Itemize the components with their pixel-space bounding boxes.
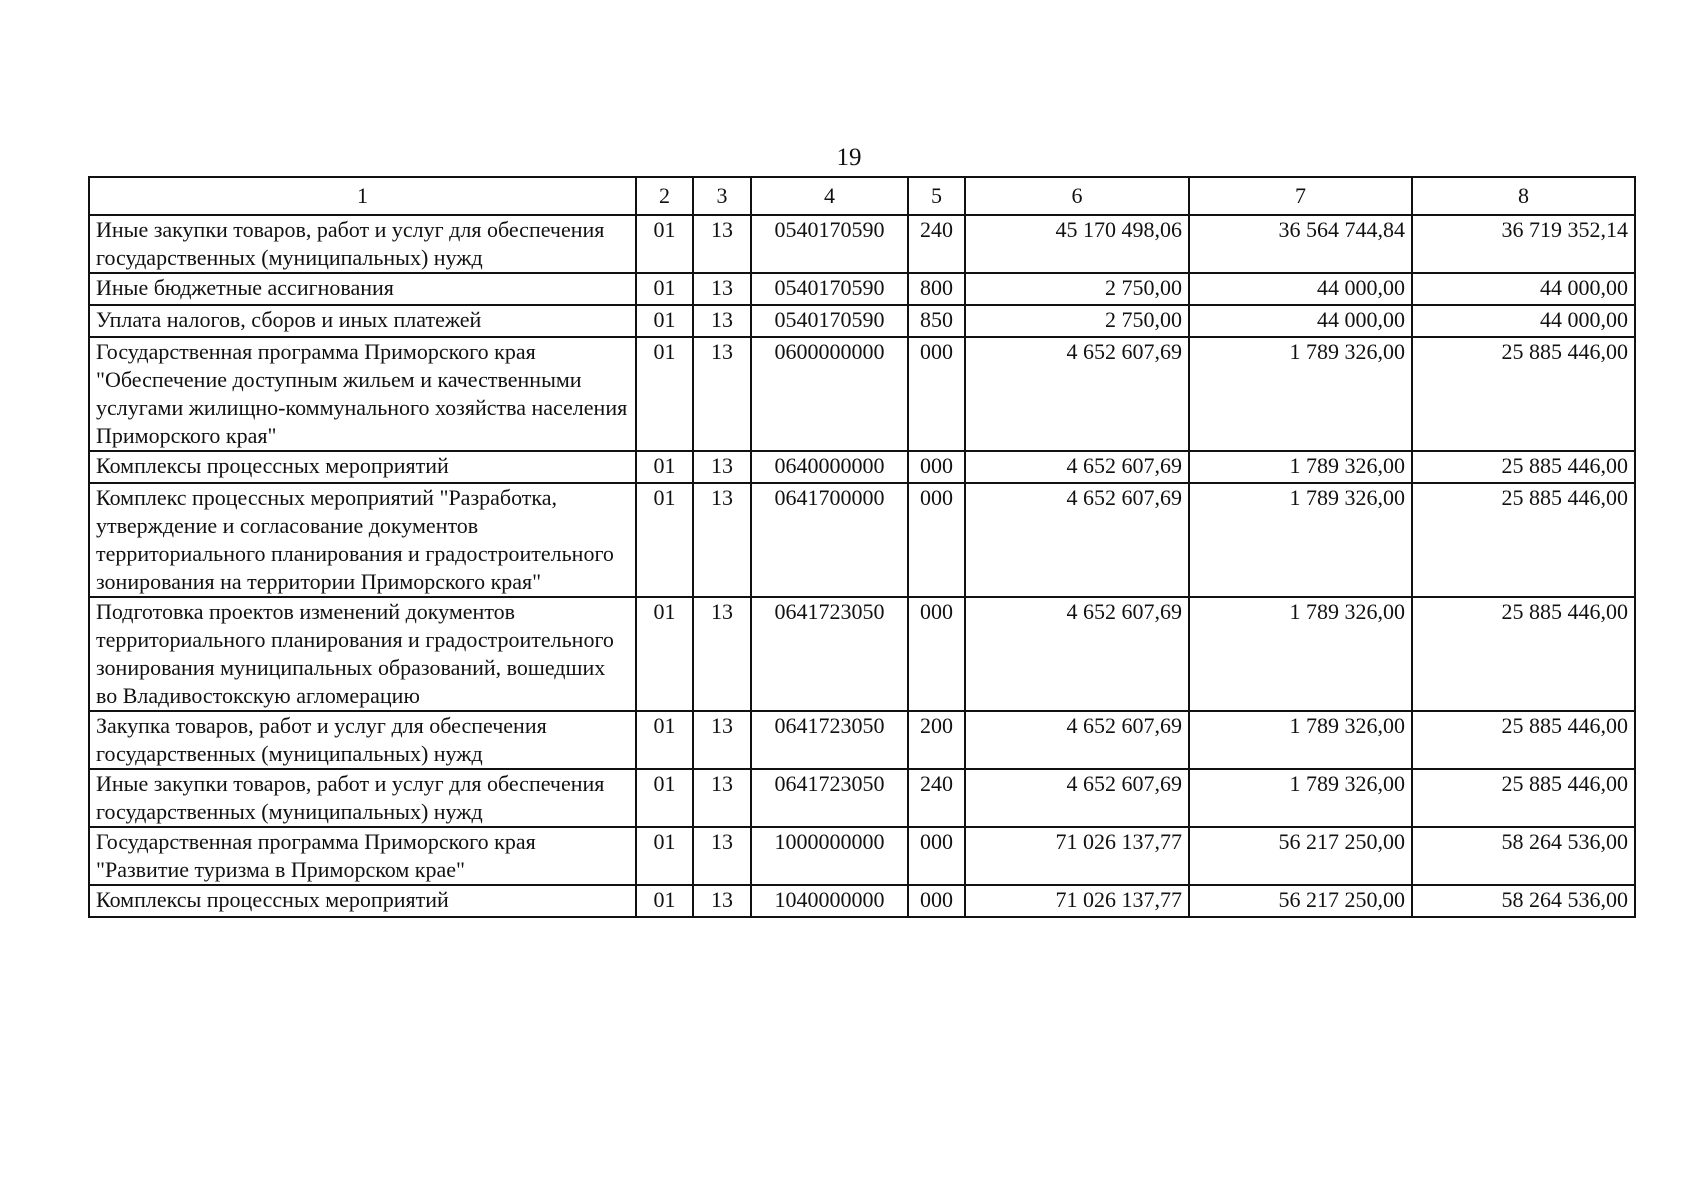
row-amount-1: 4 652 607,69 xyxy=(965,337,1189,451)
row-amount-2: 1 789 326,00 xyxy=(1189,337,1412,451)
row-target-article: 1000000000 xyxy=(751,827,908,885)
row-subsection: 13 xyxy=(693,273,751,305)
row-expense-type: 000 xyxy=(908,885,965,917)
row-expense-type: 850 xyxy=(908,305,965,337)
row-name: Государственная программа Приморского края "Обеспечение доступным жильем и качественными услугами жилищно-коммунального хозяйства населения Приморского края" xyxy=(89,337,636,451)
row-amount-2: 1 789 326,00 xyxy=(1189,451,1412,483)
row-section: 01 xyxy=(636,273,693,305)
table-row xyxy=(89,711,1635,769)
row-expense-type: 000 xyxy=(908,827,965,885)
column-header-3: 3 xyxy=(693,177,751,215)
row-name: Иные бюджетные ассигнования xyxy=(89,273,636,305)
row-amount-3: 25 885 446,00 xyxy=(1412,451,1635,483)
row-expense-type: 240 xyxy=(908,769,965,827)
row-subsection: 13 xyxy=(693,483,751,597)
table-row xyxy=(89,305,1635,337)
row-target-article: 0641723050 xyxy=(751,711,908,769)
row-amount-1: 4 652 607,69 xyxy=(965,769,1189,827)
row-expense-type: 000 xyxy=(908,337,965,451)
row-amount-2: 1 789 326,00 xyxy=(1189,711,1412,769)
row-section: 01 xyxy=(636,769,693,827)
column-header-7: 7 xyxy=(1189,177,1412,215)
row-amount-1: 4 652 607,69 xyxy=(965,711,1189,769)
table-header-row xyxy=(89,177,1635,215)
row-name: Подготовка проектов изменений документов территориального планирования и градостроительного зонирования муниципальных образований, вошедших во Владивостокскую агломерацию xyxy=(89,597,636,711)
row-amount-1: 2 750,00 xyxy=(965,273,1189,305)
row-subsection: 13 xyxy=(693,337,751,451)
budget-table xyxy=(88,176,1636,918)
column-header-8: 8 xyxy=(1412,177,1635,215)
row-section: 01 xyxy=(636,215,693,273)
row-amount-3: 58 264 536,00 xyxy=(1412,885,1635,917)
row-target-article: 0600000000 xyxy=(751,337,908,451)
row-amount-2: 1 789 326,00 xyxy=(1189,483,1412,597)
row-amount-3: 25 885 446,00 xyxy=(1412,769,1635,827)
row-name: Комплексы процессных мероприятий xyxy=(89,885,636,917)
row-target-article: 0641723050 xyxy=(751,597,908,711)
row-section: 01 xyxy=(636,337,693,451)
row-amount-2: 1 789 326,00 xyxy=(1189,597,1412,711)
row-section: 01 xyxy=(636,597,693,711)
row-target-article: 0540170590 xyxy=(751,273,908,305)
row-amount-3: 25 885 446,00 xyxy=(1412,337,1635,451)
row-amount-1: 4 652 607,69 xyxy=(965,597,1189,711)
row-target-article: 0641700000 xyxy=(751,483,908,597)
row-section: 01 xyxy=(636,827,693,885)
row-expense-type: 000 xyxy=(908,483,965,597)
row-expense-type: 000 xyxy=(908,597,965,711)
row-amount-2: 56 217 250,00 xyxy=(1189,827,1412,885)
row-amount-3: 44 000,00 xyxy=(1412,305,1635,337)
table-row xyxy=(89,827,1635,885)
row-subsection: 13 xyxy=(693,827,751,885)
row-target-article: 0540170590 xyxy=(751,215,908,273)
row-amount-1: 4 652 607,69 xyxy=(965,451,1189,483)
column-header-6: 6 xyxy=(965,177,1189,215)
row-section: 01 xyxy=(636,305,693,337)
row-amount-2: 44 000,00 xyxy=(1189,305,1412,337)
row-name: Комплекс процессных мероприятий "Разработка, утверждение и согласование документов территориального планирования и градостроительного зонирования на территории Приморского края" xyxy=(89,483,636,597)
row-amount-3: 25 885 446,00 xyxy=(1412,597,1635,711)
row-target-article: 1040000000 xyxy=(751,885,908,917)
row-amount-3: 25 885 446,00 xyxy=(1412,711,1635,769)
row-subsection: 13 xyxy=(693,597,751,711)
row-target-article: 0641723050 xyxy=(751,769,908,827)
table-row xyxy=(89,885,1635,917)
row-expense-type: 000 xyxy=(908,451,965,483)
row-amount-1: 45 170 498,06 xyxy=(965,215,1189,273)
table-row xyxy=(89,483,1635,597)
column-header-2: 2 xyxy=(636,177,693,215)
row-amount-2: 44 000,00 xyxy=(1189,273,1412,305)
row-name: Комплексы процессных мероприятий xyxy=(89,451,636,483)
row-section: 01 xyxy=(636,711,693,769)
row-name: Уплата налогов, сборов и иных платежей xyxy=(89,305,636,337)
row-subsection: 13 xyxy=(693,885,751,917)
row-section: 01 xyxy=(636,483,693,597)
row-subsection: 13 xyxy=(693,711,751,769)
row-amount-3: 25 885 446,00 xyxy=(1412,483,1635,597)
row-subsection: 13 xyxy=(693,305,751,337)
row-expense-type: 200 xyxy=(908,711,965,769)
row-name: Иные закупки товаров, работ и услуг для обеспечения государственных (муниципальных) нужд xyxy=(89,769,636,827)
row-section: 01 xyxy=(636,885,693,917)
row-amount-2: 36 564 744,84 xyxy=(1189,215,1412,273)
row-target-article: 0640000000 xyxy=(751,451,908,483)
row-amount-3: 58 264 536,00 xyxy=(1412,827,1635,885)
page-number: 19 xyxy=(836,144,862,171)
table-row xyxy=(89,597,1635,711)
row-amount-1: 71 026 137,77 xyxy=(965,885,1189,917)
row-expense-type: 240 xyxy=(908,215,965,273)
row-subsection: 13 xyxy=(693,451,751,483)
row-section: 01 xyxy=(636,451,693,483)
row-expense-type: 800 xyxy=(908,273,965,305)
row-amount-3: 36 719 352,14 xyxy=(1412,215,1635,273)
column-header-1: 1 xyxy=(89,177,636,215)
row-name: Государственная программа Приморского края "Развитие туризма в Приморском крае" xyxy=(89,827,636,885)
row-subsection: 13 xyxy=(693,769,751,827)
row-amount-2: 1 789 326,00 xyxy=(1189,769,1412,827)
table-row xyxy=(89,273,1635,305)
row-amount-1: 2 750,00 xyxy=(965,305,1189,337)
column-header-5: 5 xyxy=(908,177,965,215)
row-amount-1: 4 652 607,69 xyxy=(965,483,1189,597)
row-name: Иные закупки товаров, работ и услуг для обеспечения государственных (муниципальных) нужд xyxy=(89,215,636,273)
row-target-article: 0540170590 xyxy=(751,305,908,337)
row-amount-2: 56 217 250,00 xyxy=(1189,885,1412,917)
table-row xyxy=(89,451,1635,483)
row-amount-3: 44 000,00 xyxy=(1412,273,1635,305)
table-row xyxy=(89,769,1635,827)
row-name: Закупка товаров, работ и услуг для обеспечения государственных (муниципальных) нужд xyxy=(89,711,636,769)
column-header-4: 4 xyxy=(751,177,908,215)
row-subsection: 13 xyxy=(693,215,751,273)
row-amount-1: 71 026 137,77 xyxy=(965,827,1189,885)
table-row xyxy=(89,337,1635,451)
table-row xyxy=(89,215,1635,273)
